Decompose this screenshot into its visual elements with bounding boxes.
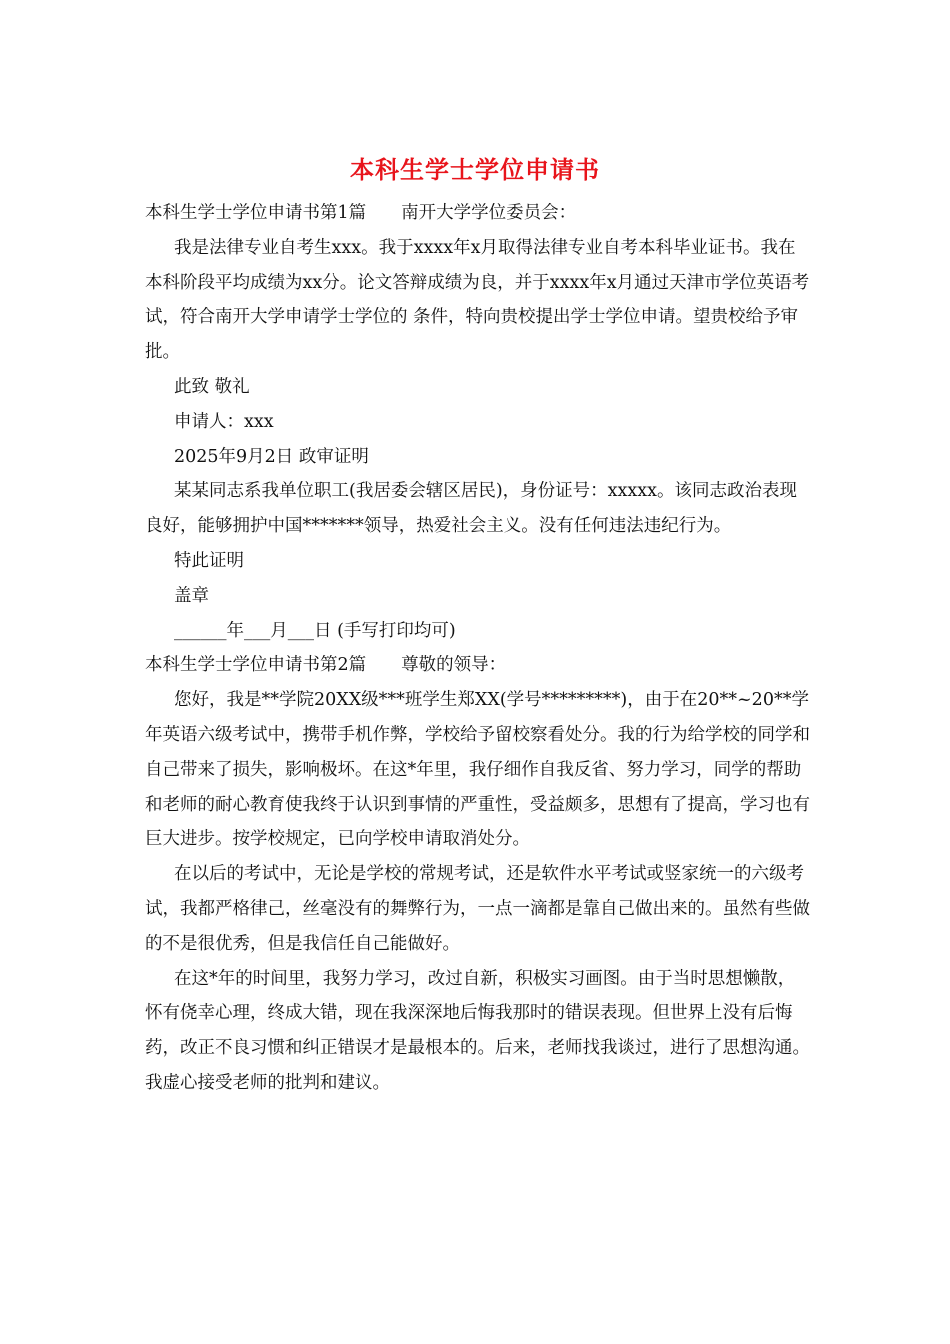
paragraph: 在这*年的时间里，我努力学习，改过自新，积极实习画图。由于当时思想懒散，怀有侥幸心理，终成大错，现在我深深地后悔我那时的错误表现。但世界上没有后悔药，改正不良习惯和纠正错误才是最根本的。后来，老师找我谈过，进行了思想沟通。我虚心接受老师的批判和建议。 <box>145 968 810 1093</box>
paragraph: ______年___月___日 (手写打印均可) <box>174 620 456 641</box>
paragraph: 申请人：xxx <box>174 411 274 432</box>
paragraph: 在以后的考试中，无论是学校的常规考试，还是软件水平考试或竖家统一的六级考试，我都严格律己，丝毫没有的舞弊行为，一点一滴都是靠自己做出来的。虽然有些做的不是很优秀，但是我信任自己能做好。 <box>145 864 810 954</box>
paragraph: 您好，我是**学院20XX级***班学生郑XX(学号*********)，由于在20**~20**学年英语六级考试中，携带手机作弊，学校给予留校察看处分。我的行为给学校的同学和自己带来了损失，影响极坏。在这*年里，我仔细作自我反省、努力学习，同学的帮助和老师的耐心教育使我终于认识到事情的严重性，受益颇多，思想有了提高，学习也有巨大进步。按学校规定，已向学校申请取消处分。 <box>145 690 810 850</box>
paragraph: 本科生学士学位申请书第1篇 南开大学学位委员会： <box>145 203 577 223</box>
paragraph: 我是法律专业自考生xxx。我于xxxx年x月取得法律专业自考本科毕业证书。我在本科阶段平均成绩为xx分。论文答辩成绩为良，并于xxxx年x月通过天津市学位英语考试，符合南开大学申请学士学位的 条件，特向贵校提出学士学位申请。望贵校给予审批。 <box>145 237 810 363</box>
document-title: 本科生学士学位申请书 <box>350 156 600 184</box>
paragraph: 盖章 <box>174 585 209 606</box>
document-body <box>145 196 810 1101</box>
paragraph: 此致 敬礼 <box>174 376 250 397</box>
paragraph: 特此证明 <box>174 550 244 571</box>
paragraph: 某某同志系我单位职工(我居委会辖区居民)，身份证号：xxxxx。该同志政治表现良好，能够拥护中国*******领导，热爱社会主义。没有任何违法违纪行为。 <box>145 481 797 537</box>
paragraph: 本科生学士学位申请书第2篇 尊敬的领导： <box>145 655 507 676</box>
paragraph: 2025年9月2日 政审证明 <box>174 446 369 467</box>
